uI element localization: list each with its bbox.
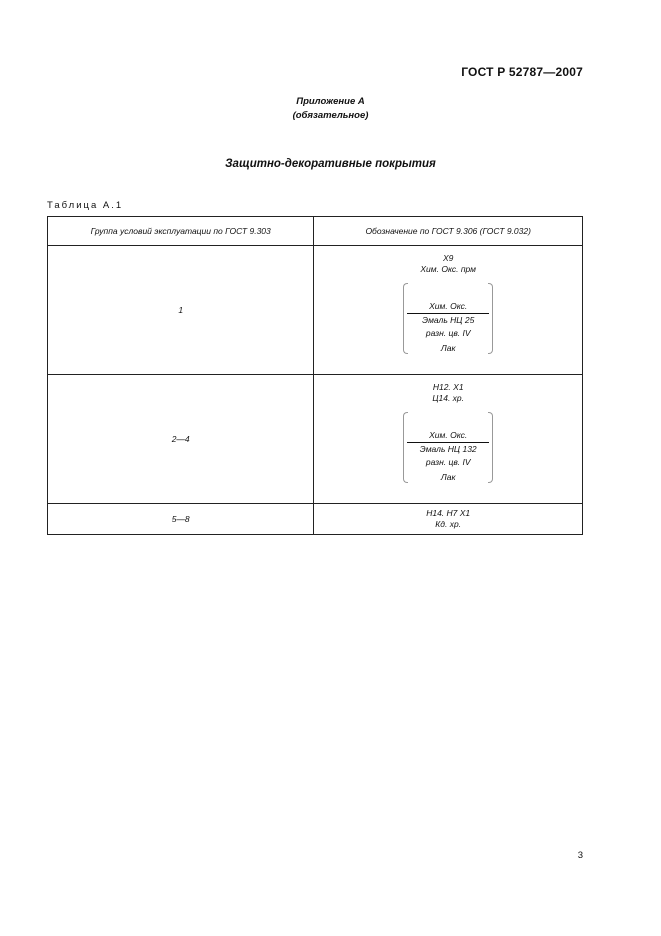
appendix-status: (обязательное) — [292, 110, 369, 121]
fraction-denominator: Эмаль НЦ 25 — [422, 315, 475, 325]
coating-system-bracket — [403, 283, 493, 356]
fraction-denominator: Эмаль НЦ 132 — [419, 444, 477, 454]
table-header-cell: Обозначение по ГОСТ 9.306 (ГОСТ 9.032) — [314, 217, 583, 246]
appendix-title: Приложение А — [296, 96, 365, 107]
document-standard-number: ГОСТ Р 52787—2007 — [461, 65, 583, 79]
coating-line: разн. цв. IV — [425, 457, 471, 467]
table-label: Таблица А.1 — [47, 200, 124, 211]
fraction-numerator: Хим. Окс. — [429, 301, 468, 311]
coatings-table — [47, 216, 583, 535]
fraction-numerator: Хим. Окс. — [429, 430, 468, 440]
appendix-heading — [0, 95, 661, 123]
designation-cell — [314, 375, 583, 504]
table-row — [48, 375, 583, 504]
designation-line: Ц14. хр. — [432, 393, 465, 403]
section-title: Защитно-декоративные покрытия — [225, 158, 436, 170]
designation-cell — [314, 504, 583, 535]
designation-line: Н14. Н7 Х1 — [426, 508, 471, 518]
designation-line: Хим. Окс. прм — [420, 264, 476, 274]
group-cell: 2—4 — [48, 375, 314, 504]
table-row — [48, 246, 583, 375]
group-cell: 5—8 — [48, 504, 314, 535]
table-header-row — [48, 217, 583, 246]
table-header-cell: Группа условий эксплуатации по ГОСТ 9.303 — [48, 217, 314, 246]
designation-line: Кд. хр. — [435, 519, 462, 529]
designation-cell — [314, 246, 583, 375]
coating-line: Лак — [440, 472, 456, 482]
group-cell: 1 — [48, 246, 314, 375]
designation-line: Х9 — [442, 253, 454, 263]
coating-line: Лак — [440, 343, 456, 353]
table-row — [48, 504, 583, 535]
coating-system-bracket — [403, 412, 493, 485]
page-number: 3 — [577, 850, 583, 861]
designation-line: Н12. Х1 — [432, 382, 464, 392]
coating-line: разн. цв. IV — [425, 328, 471, 338]
